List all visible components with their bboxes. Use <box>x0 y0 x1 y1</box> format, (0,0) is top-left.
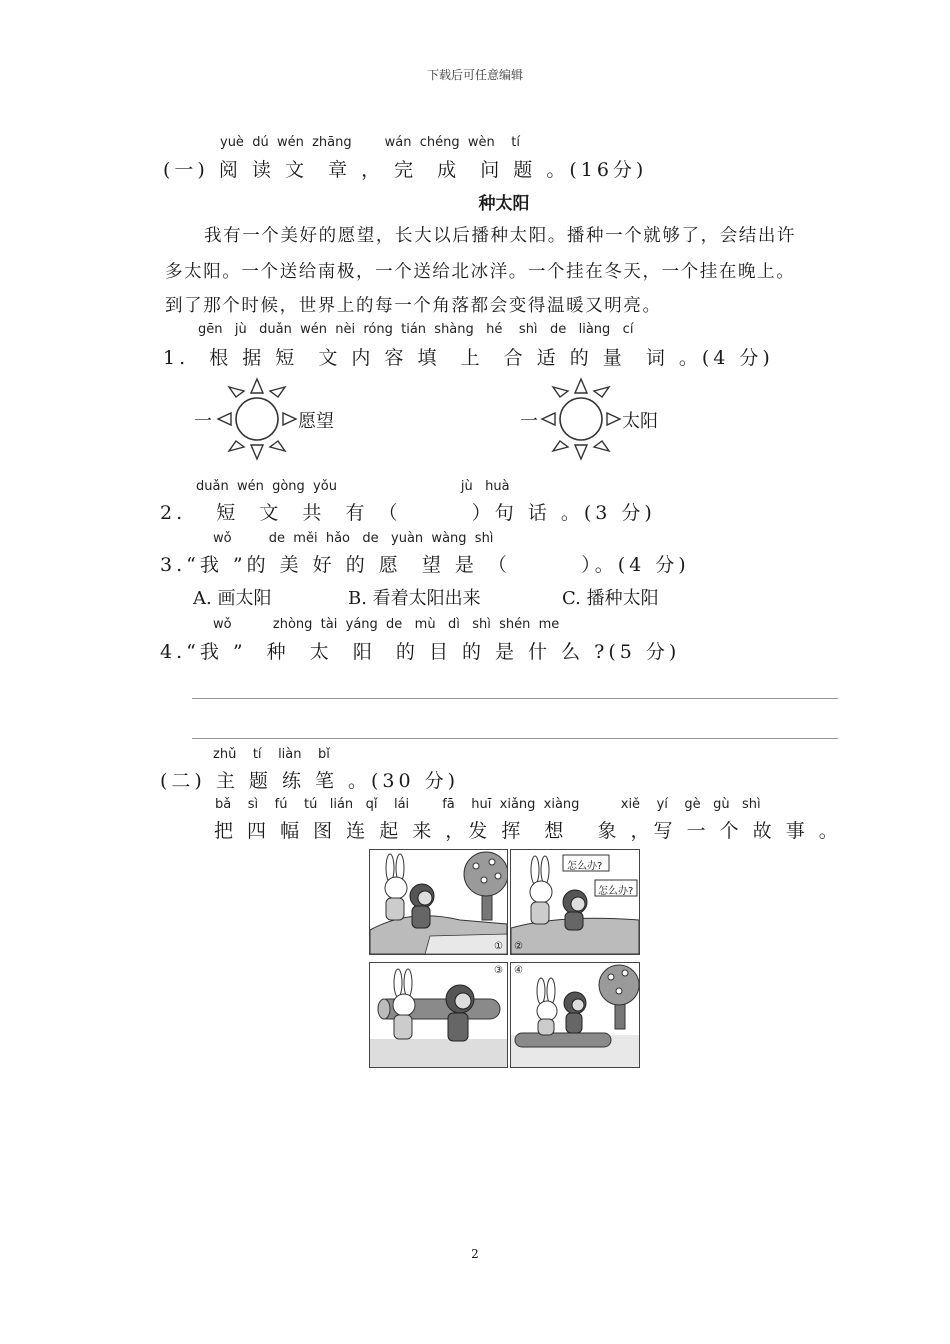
sun2-prefix: 一 <box>520 411 538 432</box>
story-line-2: 多太阳。一个送给南极，一个送给北冰洋。一个挂在冬天，一个挂在晚上。 <box>165 262 796 282</box>
q2-question: 2. 短 文 共 有 （ ）句 话 。(3 分) <box>160 502 656 524</box>
story-line-1: 我有一个美好的愿望，长大以后播种太阳。播种一个就够了，会结出许 <box>204 226 797 246</box>
sun-icon <box>212 373 302 465</box>
q3-pinyin: wǒ de měi hǎo de yuàn wàng shì <box>213 531 494 546</box>
q3-option-b[interactable]: B. 看着太阳出来 <box>348 588 481 609</box>
q3-question: 3.“我 ”的 美 好 的 愿 望 是 （ ）。(4 分) <box>160 554 690 576</box>
page-header: 下载后可任意编辑 <box>426 68 523 82</box>
sun-icon <box>536 373 626 465</box>
comic-panel-3 <box>369 962 508 1068</box>
section2-pinyin: zhǔ tí liàn bǐ <box>213 747 330 762</box>
section2-task: 把 四 幅 图 连 起 来 ，发 挥 想 象 ，写 一 个 故 事 。 <box>214 820 842 842</box>
sun2-label: 太阳 <box>622 411 658 432</box>
section2-task-pinyin: bǎ sì fú tú lián qǐ lái fā huī xiǎng xiàng xiě yí gè gù shì <box>215 797 761 812</box>
q3-option-a[interactable]: A. 画太阳 <box>193 588 272 609</box>
comic-scene-4 <box>511 963 639 1067</box>
speech-bubble-2: 怎么办? <box>598 886 634 897</box>
panel-number-2: ② <box>514 941 523 952</box>
section2-heading: (二) 主 题 练 笔 。(30 分) <box>160 770 460 792</box>
panel-number-4: ④ <box>514 965 523 976</box>
q1-pinyin: gēn jù duǎn wén nèi róng tián shàng hé shì de liàng cí <box>198 322 634 337</box>
comic-scene-3 <box>370 963 507 1067</box>
comic-panel-1 <box>369 849 508 955</box>
sun1-prefix: 一 <box>194 411 212 432</box>
comic-scene-1 <box>370 850 507 954</box>
panel-number-1: ① <box>494 941 503 952</box>
q4-pinyin: wǒ zhòng tài yáng de mù dì shì shén me <box>213 617 560 632</box>
q2-pinyin: duǎn wén gòng yǒu jù huà <box>196 479 510 494</box>
q1-question: 1. 根 据 短 文 内 容 填 上 合 适 的 量 词 。(4 分) <box>163 347 774 369</box>
sun1-label: 愿望 <box>298 411 334 432</box>
q3-option-c[interactable]: C. 播种太阳 <box>562 588 659 609</box>
comic-panel-4 <box>510 962 640 1068</box>
answer-line-1[interactable] <box>192 698 838 699</box>
page-number: 2 <box>471 1247 479 1261</box>
q4-question: 4.“我 ” 种 太 阳 的 目 的 是 什 么 ?(5 分) <box>160 641 681 663</box>
panel-number-3: ③ <box>494 965 503 976</box>
answer-line-2[interactable] <box>192 738 838 739</box>
speech-bubble-1: 怎么办? <box>567 861 603 872</box>
comic-panel-2 <box>510 849 640 955</box>
story-line-3: 到了那个时候，世界上的每一个角落都会变得温暖又明亮。 <box>165 296 662 316</box>
section1-heading: (一) 阅 读 文 章 ， 完 成 问 题 。(16分) <box>163 159 648 181</box>
section1-pinyin: yuè dú wén zhāng wán chéng wèn tí <box>220 135 521 150</box>
story-title: 种太阳 <box>478 194 530 214</box>
